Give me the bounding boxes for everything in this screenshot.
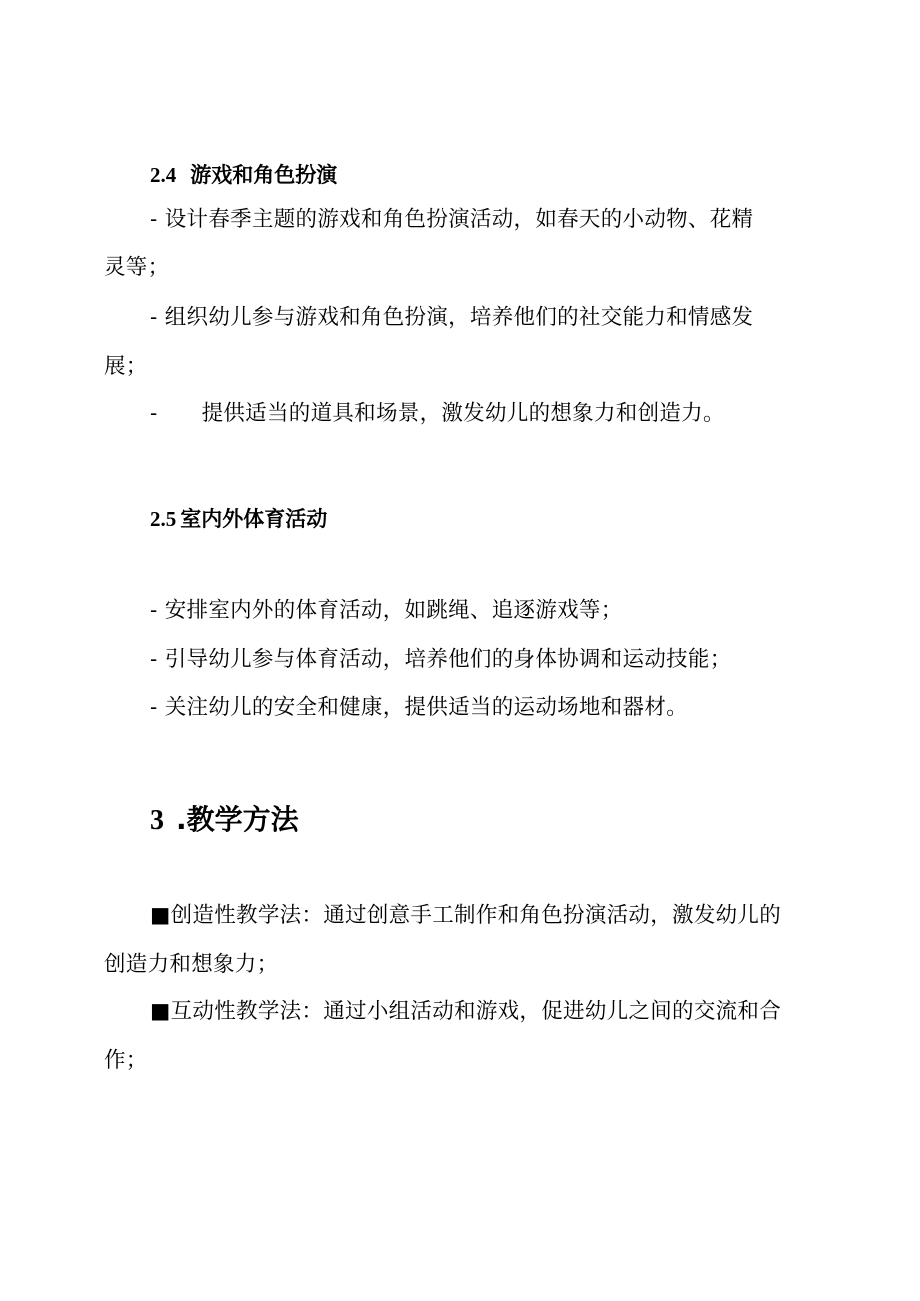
section-3-number: 3 — [150, 805, 164, 836]
list-item — [150, 400, 866, 428]
dash-bullet: - — [150, 305, 158, 330]
list-item — [150, 694, 866, 722]
list-item-text: 关注幼儿的安全和健康，提供适当的运动场地和器材。 — [164, 695, 688, 720]
list-item — [150, 998, 866, 1026]
list-item-text: 展； — [104, 354, 148, 379]
list-item-text: 组织幼儿参与游戏和角色扮演，培养他们的社交能力和情感发 — [164, 305, 754, 330]
list-item-text: 提供适当的道具和场景，激发幼儿的想象力和创造力。 — [201, 401, 725, 426]
list-item — [150, 646, 866, 674]
list-item-text: 安排室内外的体育活动，如跳绳、追逐游戏等； — [164, 598, 623, 623]
list-item-continuation — [104, 1047, 820, 1075]
section-2-4-number: 2.4 — [150, 163, 177, 187]
list-item — [150, 597, 866, 625]
square-bullet-icon: ■ — [150, 999, 171, 1024]
list-item-text: 灵等； — [104, 255, 170, 280]
list-item-continuation — [104, 254, 820, 282]
list-item — [150, 206, 866, 234]
section-2-4-heading — [150, 161, 337, 189]
list-item-continuation — [104, 951, 820, 979]
list-item-text: 引导幼儿参与体育活动，培养他们的身体协调和运动技能； — [164, 647, 732, 672]
section-2-5-heading — [150, 505, 327, 533]
section-2-5-title: 室内外体育活动 — [180, 507, 328, 531]
section-3-heading — [150, 802, 299, 839]
dash-bullet: - — [150, 401, 158, 426]
square-bullet-icon: ■ — [150, 903, 171, 928]
dash-bullet: - — [150, 695, 158, 720]
dash-bullet: - — [150, 207, 158, 232]
dash-bullet: - — [150, 647, 158, 672]
section-2-5-number: 2.5 — [150, 507, 177, 531]
list-item-text: 创造性教学法：通过创意手工制作和角色扮演活动，激发幼儿的 — [170, 903, 782, 928]
section-2-4-title: 游戏和角色扮演 — [190, 163, 338, 187]
list-item-text: 互动性教学法：通过小组活动和游戏，促进幼儿之间的交流和合 — [170, 999, 782, 1024]
list-item-text: 创造力和想象力； — [104, 952, 279, 977]
dash-bullet: - — [150, 598, 158, 623]
section-3-title: .教学方法 — [176, 803, 299, 836]
list-item-text: 设计春季主题的游戏和角色扮演活动，如春天的小动物、花精 — [164, 207, 754, 232]
list-item-text: 作； — [104, 1048, 148, 1073]
list-item — [150, 902, 866, 930]
list-item-continuation — [104, 353, 820, 381]
list-item — [150, 304, 866, 332]
